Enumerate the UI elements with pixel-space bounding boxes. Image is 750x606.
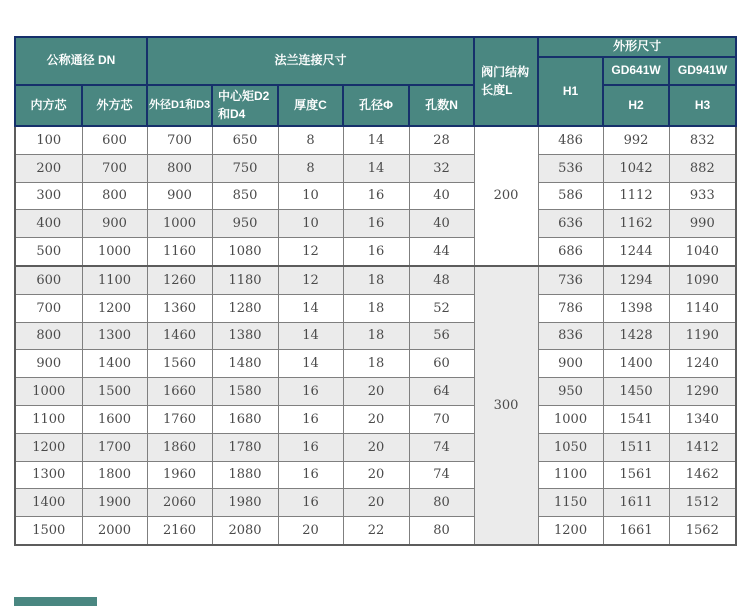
cell-dn-outer: 800 [82,182,147,210]
cell-valve-structure-length: 200 [474,126,538,266]
cell-hole-dia: 20 [343,461,409,489]
cell-hole-dia: 18 [343,322,409,350]
cell-h1: 1000 [538,405,603,433]
cell-dn-inner: 1000 [15,378,82,406]
table-row [15,405,736,433]
cell-outer-dia-d1-d3: 1460 [147,322,212,350]
cell-h1: 786 [538,294,603,322]
cell-dn-inner: 800 [15,322,82,350]
cell-h3: 990 [669,210,736,238]
cell-center-dist-d2-d4: 1680 [212,405,278,433]
cell-dn-inner: 500 [15,238,82,266]
cell-center-dist-d2-d4: 1480 [212,350,278,378]
header-model-gd641w: GD641W [603,57,669,85]
cell-h2: 1400 [603,350,669,378]
cell-outer-dia-d1-d3: 2060 [147,489,212,517]
cell-dn-inner: 700 [15,294,82,322]
cell-h2: 1511 [603,433,669,461]
cell-thickness-c: 14 [278,294,343,322]
cell-hole-dia: 20 [343,433,409,461]
header-outline-group: 外形尺寸 [538,37,736,57]
header-model-gd941w: GD941W [669,57,736,85]
cell-h3: 1140 [669,294,736,322]
cell-outer-dia-d1-d3: 2160 [147,517,212,545]
table-row [15,266,736,294]
cell-center-dist-d2-d4: 650 [212,126,278,154]
header-flange-group: 法兰连接尺寸 [147,37,474,85]
cell-h1: 636 [538,210,603,238]
cell-hole-dia: 16 [343,238,409,266]
cell-thickness-c: 20 [278,517,343,545]
cell-dn-outer: 700 [82,154,147,182]
table-body [15,126,736,545]
table-row [15,294,736,322]
cell-outer-dia-d1-d3: 1360 [147,294,212,322]
table-row [15,126,736,154]
cell-h3: 1240 [669,350,736,378]
cell-thickness-c: 14 [278,322,343,350]
table-row [15,433,736,461]
cell-h2: 1661 [603,517,669,545]
cell-hole-count-n: 32 [409,154,474,182]
cell-thickness-c: 16 [278,378,343,406]
header-col-thickness: 厚度C [278,85,343,126]
header-col-hole-count: 孔数N [409,85,474,126]
cell-center-dist-d2-d4: 1280 [212,294,278,322]
cell-h2: 1244 [603,238,669,266]
cell-hole-dia: 16 [343,210,409,238]
cell-thickness-c: 8 [278,126,343,154]
cell-dn-inner: 100 [15,126,82,154]
cell-outer-dia-d1-d3: 1260 [147,266,212,294]
cell-h1: 950 [538,378,603,406]
cell-dn-inner: 1200 [15,433,82,461]
header-row-3 [15,85,736,126]
cell-thickness-c: 16 [278,461,343,489]
cell-dn-outer: 1800 [82,461,147,489]
cell-h3: 832 [669,126,736,154]
cell-hole-count-n: 64 [409,378,474,406]
cell-center-dist-d2-d4: 1380 [212,322,278,350]
cell-center-dist-d2-d4: 1080 [212,238,278,266]
cell-outer-dia-d1-d3: 900 [147,182,212,210]
cell-thickness-c: 10 [278,182,343,210]
cell-h2: 1428 [603,322,669,350]
cell-center-dist-d2-d4: 1580 [212,378,278,406]
table-row [15,350,736,378]
cell-thickness-c: 16 [278,405,343,433]
cell-thickness-c: 16 [278,489,343,517]
cell-center-dist-d2-d4: 2080 [212,517,278,545]
cell-dn-outer: 1400 [82,350,147,378]
cell-h1: 900 [538,350,603,378]
header-col-hole-dia: 孔径Φ [343,85,409,126]
header-h2: H2 [603,85,669,126]
cell-dn-inner: 200 [15,154,82,182]
header-row-1 [15,37,736,57]
cell-hole-count-n: 40 [409,182,474,210]
cell-h2: 1541 [603,405,669,433]
cell-dn-outer: 1000 [82,238,147,266]
cell-h1: 586 [538,182,603,210]
cell-outer-dia-d1-d3: 1860 [147,433,212,461]
cell-thickness-c: 10 [278,210,343,238]
cell-dn-inner: 600 [15,266,82,294]
flange-dimension-table [14,36,737,546]
cell-thickness-c: 12 [278,266,343,294]
cell-outer-dia-d1-d3: 800 [147,154,212,182]
cell-outer-dia-d1-d3: 1760 [147,405,212,433]
cell-hole-count-n: 56 [409,322,474,350]
header-col-dn-inner: 内方芯 [15,85,82,126]
cell-dn-inner: 1300 [15,461,82,489]
cell-hole-dia: 16 [343,182,409,210]
cell-h3: 1340 [669,405,736,433]
table-row [15,210,736,238]
cell-h1: 1050 [538,433,603,461]
cell-outer-dia-d1-d3: 700 [147,126,212,154]
cell-h2: 1112 [603,182,669,210]
cell-h3: 882 [669,154,736,182]
cell-h1: 486 [538,126,603,154]
cell-h3: 1040 [669,238,736,266]
cell-outer-dia-d1-d3: 1660 [147,378,212,406]
table-row [15,182,736,210]
header-h1: H1 [538,57,603,126]
cell-h1: 1100 [538,461,603,489]
cell-thickness-c: 16 [278,433,343,461]
cell-h2: 1561 [603,461,669,489]
cell-hole-dia: 20 [343,378,409,406]
header-valve-structure-length: 阀门结构长度L [474,37,538,126]
cell-hole-count-n: 80 [409,517,474,545]
cell-hole-count-n: 28 [409,126,474,154]
cell-hole-count-n: 44 [409,238,474,266]
cell-h1: 836 [538,322,603,350]
cell-h3: 1290 [669,378,736,406]
cell-dn-outer: 1300 [82,322,147,350]
cell-dn-inner: 300 [15,182,82,210]
cell-center-dist-d2-d4: 1780 [212,433,278,461]
cell-hole-dia: 18 [343,350,409,378]
cell-h1: 536 [538,154,603,182]
cell-center-dist-d2-d4: 850 [212,182,278,210]
cell-dn-outer: 600 [82,126,147,154]
table-row [15,378,736,406]
table-header [15,37,736,126]
table-row [15,489,736,517]
cell-center-dist-d2-d4: 1980 [212,489,278,517]
header-h3: H3 [669,85,736,126]
cell-dn-inner: 1100 [15,405,82,433]
cell-h1: 736 [538,266,603,294]
cell-dn-outer: 1200 [82,294,147,322]
cell-h3: 1412 [669,433,736,461]
cell-outer-dia-d1-d3: 1000 [147,210,212,238]
cell-hole-dia: 20 [343,489,409,517]
cell-hole-dia: 14 [343,154,409,182]
cell-h2: 1398 [603,294,669,322]
next-table-fragment [14,597,97,606]
cell-h1: 1200 [538,517,603,545]
cell-hole-dia: 18 [343,266,409,294]
cell-h3: 1562 [669,517,736,545]
cell-h2: 1450 [603,378,669,406]
table-row [15,517,736,545]
header-col-center-dist: 中心矩D2和D4 [212,85,278,126]
cell-dn-inner: 400 [15,210,82,238]
cell-h1: 686 [538,238,603,266]
cell-dn-outer: 1900 [82,489,147,517]
cell-thickness-c: 14 [278,350,343,378]
cell-h2: 1162 [603,210,669,238]
table-row [15,238,736,266]
cell-h3: 1190 [669,322,736,350]
cell-hole-count-n: 74 [409,433,474,461]
header-col-dn-outer: 外方芯 [82,85,147,126]
cell-hole-count-n: 52 [409,294,474,322]
cell-hole-count-n: 60 [409,350,474,378]
cell-hole-dia: 22 [343,517,409,545]
cell-outer-dia-d1-d3: 1960 [147,461,212,489]
cell-dn-inner: 1500 [15,517,82,545]
cell-dn-outer: 1100 [82,266,147,294]
cell-dn-outer: 2000 [82,517,147,545]
cell-thickness-c: 12 [278,238,343,266]
cell-h3: 1512 [669,489,736,517]
cell-h2: 1294 [603,266,669,294]
table-row [15,154,736,182]
cell-h3: 1090 [669,266,736,294]
cell-h2: 1611 [603,489,669,517]
cell-hole-count-n: 70 [409,405,474,433]
cell-h2: 1042 [603,154,669,182]
table-row [15,322,736,350]
cell-hole-dia: 14 [343,126,409,154]
cell-dn-outer: 900 [82,210,147,238]
cell-dn-outer: 1700 [82,433,147,461]
cell-dn-inner: 1400 [15,489,82,517]
cell-outer-dia-d1-d3: 1160 [147,238,212,266]
cell-hole-dia: 20 [343,405,409,433]
cell-outer-dia-d1-d3: 1560 [147,350,212,378]
cell-center-dist-d2-d4: 1880 [212,461,278,489]
cell-hole-count-n: 48 [409,266,474,294]
cell-dn-inner: 900 [15,350,82,378]
table-row [15,461,736,489]
cell-hole-dia: 18 [343,294,409,322]
cell-h1: 1150 [538,489,603,517]
cell-h3: 933 [669,182,736,210]
header-col-outer-dia: 外径D1和D3 [147,85,212,126]
cell-h2: 992 [603,126,669,154]
cell-hole-count-n: 40 [409,210,474,238]
header-dn-group: 公称通径 DN [15,37,147,85]
cell-hole-count-n: 80 [409,489,474,517]
cell-dn-outer: 1600 [82,405,147,433]
cell-hole-count-n: 74 [409,461,474,489]
cell-h3: 1462 [669,461,736,489]
cell-thickness-c: 8 [278,154,343,182]
cell-center-dist-d2-d4: 750 [212,154,278,182]
cell-center-dist-d2-d4: 1180 [212,266,278,294]
cell-dn-outer: 1500 [82,378,147,406]
cell-center-dist-d2-d4: 950 [212,210,278,238]
cell-valve-structure-length: 300 [474,266,538,545]
